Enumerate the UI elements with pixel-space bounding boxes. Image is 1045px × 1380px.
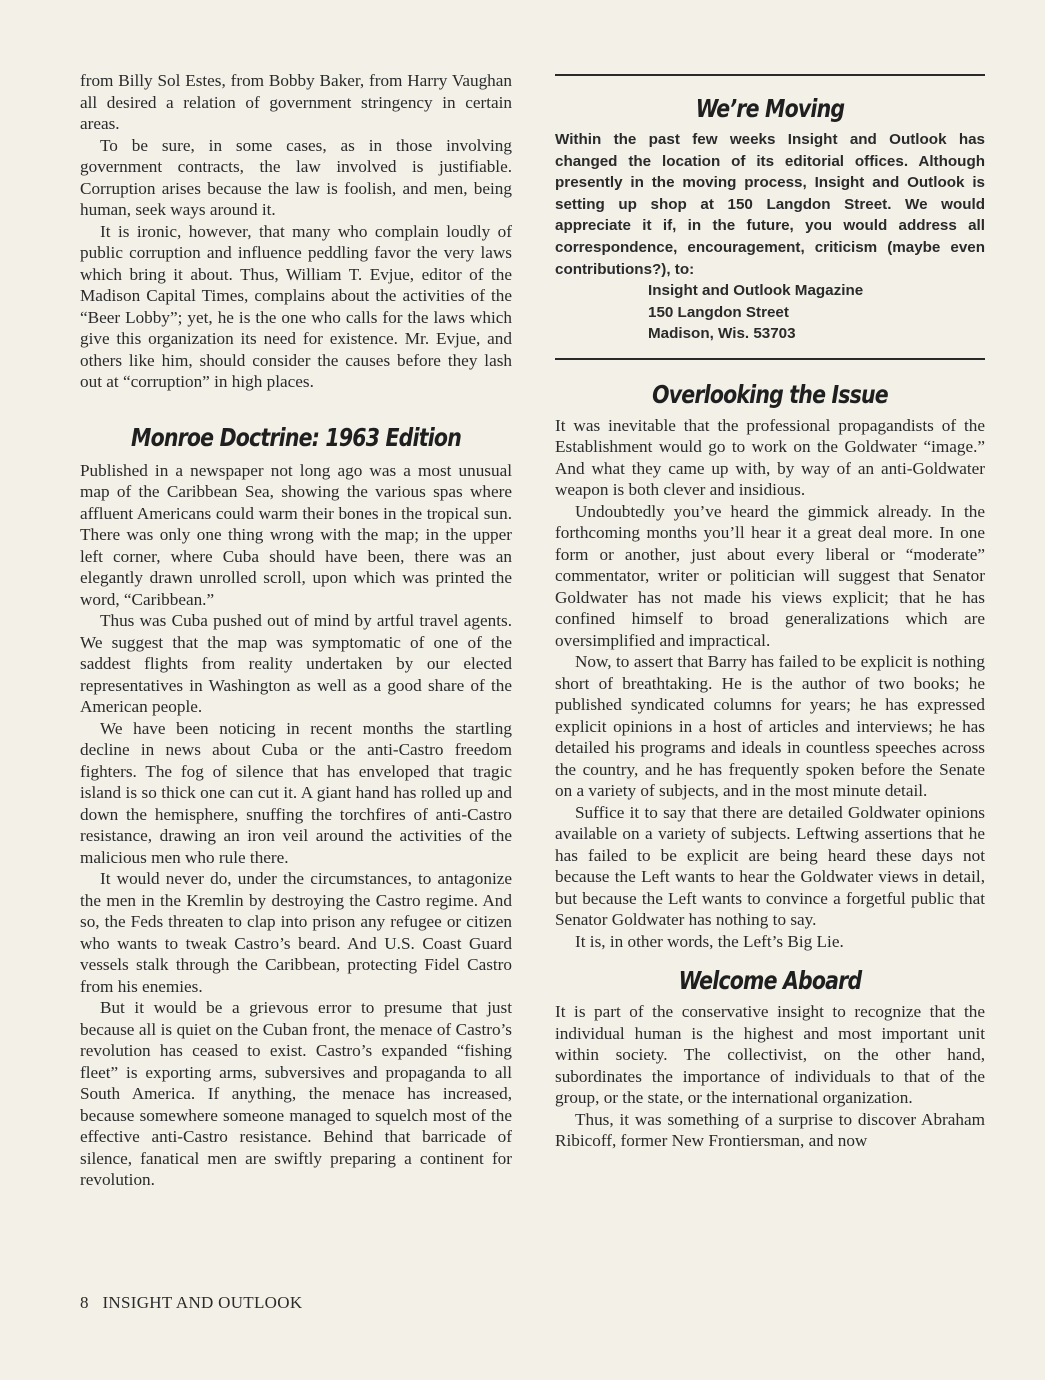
address-line-3: Madison, Wis. 53703 <box>648 325 796 343</box>
intro-paragraph-2: To be sure, in some cases, as in those involving government contracts, the law involved is justifiable. Corruption arises because the law is foolish, and men, being human, seek ways around it. <box>80 135 512 219</box>
bottom-rule <box>555 358 985 360</box>
page-number: 8 <box>80 1293 89 1312</box>
overlooking-paragraph-1: It was inevitable that the professional propagandists of the Establishment would go to work on the Goldwater “image.” And what they came up with, by way of an anti-Goldwater weapon is both clever and insidious. <box>555 415 985 500</box>
page-footer <box>80 1293 302 1313</box>
monroe-paragraph-5: But it would be a grievous error to presume that just because all is quiet on the Cuban front, the menace of Castro’s revolution has ceased to exist. Castro’s expanded “fishing fleet” is exporting arms, subversives and propaganda to all South America. If anything, the menace has increased, because somewhere someone managed to squelch most of the effective anti-Castro resistance. Behind that barricade of silence, fanatical men are swiftly preparing a continent for revolution. <box>80 998 512 1189</box>
overlooking-paragraph-3: Now, to assert that Barry has failed to be explicit is nothing short of breathtaking. He is the author of two books; he published syndicated columns for years; he has expressed explicit opinions in a host of articles and interviews; he has detailed his programs and ideals in countless speeches across the country, and he has frequently spoken before the Senate on a variety of subjects, and in the most minute detail. <box>555 652 985 801</box>
welcome-heading: Welcome Aboard <box>678 966 862 996</box>
overlooking-paragraph-4: Suffice it to say that there are detailed Goldwater opinions available on a variety of subjects. Leftwing assertions that he has failed to be explicit are being heard these days not because the Left wants to hear the Goldwater views in detail, but because the Left wants to convince a forgetful public that Senator Goldwater has nothing to say. <box>555 802 985 930</box>
moving-heading: We’re Moving <box>695 94 845 123</box>
mailing-address <box>555 280 985 345</box>
overlooking-heading: Overlooking the Issue <box>652 379 888 409</box>
welcome-paragraph-1: It is part of the conservative insight to recognize that the individual human is the highest and most important unit within society. The collectivist, on the other hand, subordinates the importance of individuals to that of the group, or the state, or the international organization. <box>555 1002 985 1108</box>
overlooking-paragraph-2: Undoubtedly you’ve heard the gimmick already. In the forthcoming months you’ll hear it a great deal more. In one form or another, just about every liberal or “moderate” commentator, writer or politician will suggest that Senator Goldwater has not made his views explicit; that he has confined himself to broad generalizations which are oversimplified and impractical. <box>555 501 985 650</box>
top-rule <box>555 74 985 76</box>
monroe-paragraph-1: Published in a newspaper not long ago was a most unusual map of the Caribbean Sea, showing the various spas where affluent Americans could warm their bones in the tropical sun. There was only one thing wrong with the map; in the upper left corner, where Cuba should have been, there was an elegantly drawn unrolled scroll, upon which was printed the word, “Caribbean.” <box>80 460 512 609</box>
intro-paragraph-3: It is ironic, however, that many who complain loudly of public corruption and influence peddling favor the very laws which bring it about. Thus, William T. Evjue, editor of the Madison Capital Times, complains about the activities of the “Beer Lobby”; yet, he is the one who calls for the laws which give this organization its need for existence. Mr. Evjue, and others like him, should consider the causes before they lash out at “corruption” in high places. <box>80 221 512 391</box>
monroe-heading: Monroe Doctrine: 1963 Edition <box>131 422 461 452</box>
intro-paragraph-1: from Billy Sol Estes, from Bobby Baker, from Harry Vaughan all desired a relation of government stringency in certain areas. <box>80 71 512 133</box>
monroe-paragraph-4: It would never do, under the circumstances, to antagonize the men in the Kremlin by destroying the Castro regime. And so, the Feds threaten to clap into prison any refugee or citizen who wants to tweak Castro’s beard. And U.S. Coast Guard vessels stalk through the Caribbean, protecting Fidel Castro from his enemies. <box>80 869 512 996</box>
left-column <box>80 70 512 1191</box>
monroe-paragraph-2: Thus was Cuba pushed out of mind by artful travel agents. We suggest that the map was symptomatic of one of the saddest flights from reality undertaken by our elected representatives in Washington as well as a good share of the American people. <box>80 611 512 716</box>
address-line-2: 150 Langdon Street <box>648 303 789 321</box>
overlooking-paragraph-5: It is, in other words, the Left’s Big Lie. <box>575 931 844 951</box>
monroe-paragraph-3: We have been noticing in recent months the startling decline in news about Cuba or the anti-Castro freedom fighters. The fog of silence that has enveloped that tragic island is so thick one can cut it. A giant hand has rolled up and down the hemisphere, snuffing the torchfires of anti-Castro resistance, drawing an iron veil around the activities of the malicious men who rule there. <box>80 718 512 867</box>
publication-name: INSIGHT AND OUTLOOK <box>102 1293 303 1312</box>
moving-notice <box>555 129 985 345</box>
right-column <box>555 74 985 1152</box>
moving-text: Within the past few weeks Insight and Outlook has changed the location of its editorial offices. Although presently in the moving process, Insight and Outlook is setting up shop at 150 Langdon Street. We would appreciate it if, in the future, you would address all correspondence, encouragement, criticism (maybe even contributions?), to: <box>555 131 985 278</box>
welcome-paragraph-2: Thus, it was something of a surprise to discover Abraham Ribicoff, former New Frontiersman, and now <box>555 1109 985 1151</box>
address-line-1: Insight and Outlook Magazine <box>648 282 864 300</box>
